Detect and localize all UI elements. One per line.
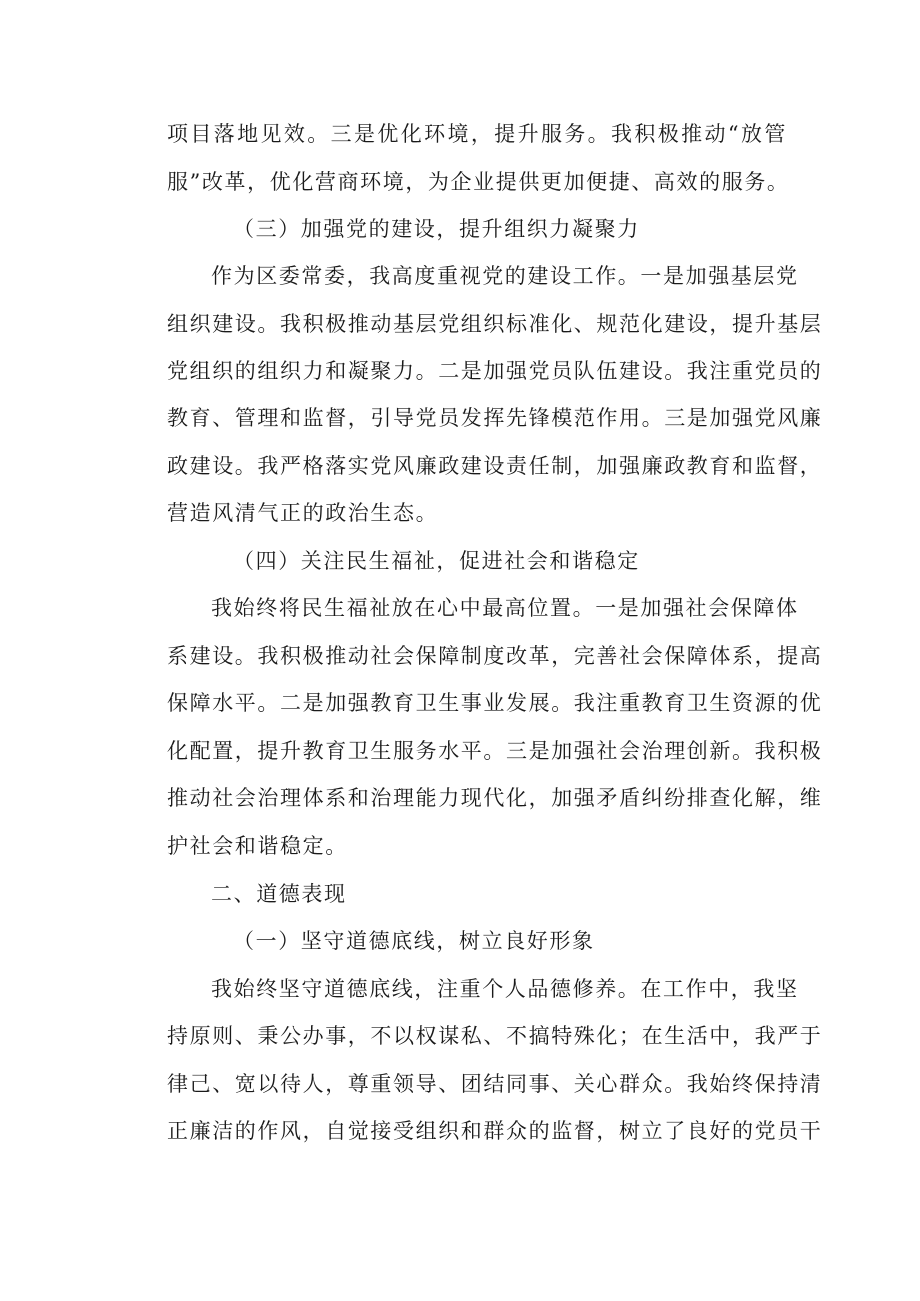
- paragraph-line: 我始终坚守道德底线，注重个人品德修养。在工作中，我坚: [211, 977, 799, 1001]
- paragraph-line: 持原则、秉公办事，不以权谋私、不搞特殊化；在生活中，我严于: [167, 1024, 823, 1048]
- paragraph-line: 系建设。我积极推动社会保障制度改革，完善社会保障体系，提高: [167, 644, 823, 668]
- paragraph-line: 政建设。我严格落实党风廉政建设责任制，加强廉政教育和监督，: [167, 454, 823, 478]
- paragraph-line: 组织建设。我积极推动基层党组织标准化、规范化建设，提升基层: [167, 312, 823, 336]
- paragraph-line: 化配置，提升教育卫生服务水平。三是加强社会治理创新。我积极: [167, 739, 823, 763]
- paragraph-line: 推动社会治理体系和治理能力现代化，加强矛盾纠纷排查化解，维: [167, 786, 823, 810]
- chapter-heading: 二、道德表现: [211, 882, 347, 906]
- paragraph-line: 律己、宽以待人，尊重领导、团结同事、关心群众。我始终保持清: [167, 1072, 823, 1096]
- paragraph-line: 项目落地见效。三是优化环境，提升服务。我积极推动“放管: [167, 122, 787, 146]
- paragraph-line: 党组织的组织力和凝聚力。二是加强党员队伍建设。我注重党员的: [167, 359, 823, 383]
- section-heading: （四）关注民生福祉，促进社会和谐稳定: [233, 549, 640, 573]
- section-heading: （一）坚守道德底线，树立良好形象: [233, 929, 595, 953]
- paragraph-line: 作为区委常委，我高度重视党的建设工作。一是加强基层党: [211, 264, 799, 288]
- paragraph-line: 护社会和谐稳定。: [167, 834, 348, 858]
- paragraph-line: 营造风清气正的政治生态。: [167, 501, 439, 525]
- paragraph-line: 正廉洁的作风，自觉接受组织和群众的监督，树立了良好的党员干: [167, 1119, 823, 1143]
- section-heading: （三）加强党的建设，提升组织力凝聚力: [233, 217, 640, 241]
- paragraph-line: 教育、管理和监督，引导党员发挥先锋模范作用。三是加强党风廉: [167, 406, 823, 430]
- paragraph-line: 保障水平。二是加强教育卫生事业发展。我注重教育卫生资源的优: [167, 691, 823, 715]
- paragraph-line: 我始终将民生福祉放在心中最高位置。一是加强社会保障体: [211, 596, 799, 620]
- paragraph-line: 服”改革，优化营商环境，为企业提供更加便捷、高效的服务。: [167, 170, 790, 194]
